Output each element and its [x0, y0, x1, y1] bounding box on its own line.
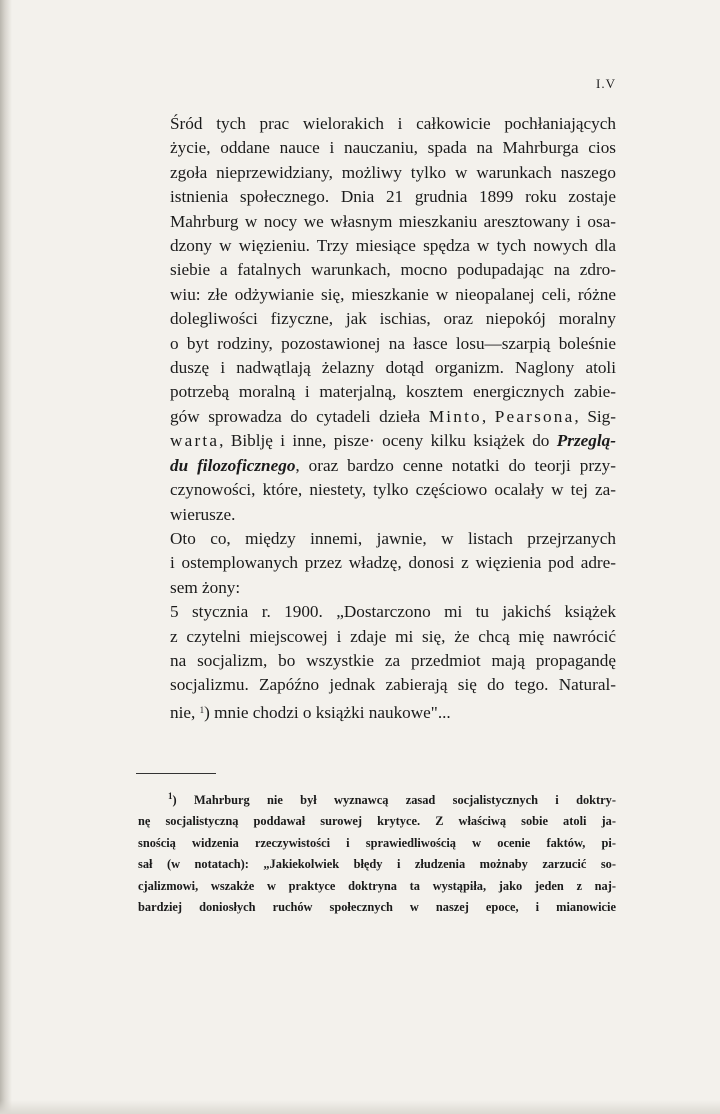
text-line: 5 stycznia r. 1900. „Dostarczono mi tu jakichś książek — [170, 602, 616, 622]
footnote-reference: 1 — [199, 704, 205, 715]
text-line: dzony w więzieniu. Trzy miesiące spędza w tych nowych dla — [170, 236, 616, 256]
text-line: dolegliwości fizyczne, jak ischias, oraz niepokój moralny — [170, 309, 616, 329]
footnote-line: bardziej doniosłych ruchów społecznych w naszej epoce, i mianowicie — [138, 900, 616, 915]
text-fragment: , Sig- — [574, 406, 616, 426]
text-line: na socjalizm, bo wszystkie za przedmiot mają propagandę — [170, 650, 616, 670]
author-name-minto: Minto — [428, 406, 482, 426]
text-line: czynowości, które, niestety, tylko częściowo ocalały w tej za- — [170, 480, 616, 500]
scan-bottom-shadow — [0, 1100, 720, 1114]
main-text — [138, 112, 616, 725]
footnote — [138, 786, 616, 918]
text-fragment: nie, — [170, 702, 200, 722]
journal-title-part: Przeglą- — [556, 431, 616, 451]
text-line: sem żony: — [170, 577, 241, 597]
footnote-rule — [136, 773, 216, 774]
author-name-pearson: Pearsona — [494, 406, 575, 426]
text-fragment: , Biblję i inne, pisze· oceny kilku książek do — [219, 431, 557, 451]
text-line: Oto co, między innemi, jawnie, w listach przejrzanych — [170, 528, 616, 548]
footnote-line: cjalizmowi, wszakże w praktyce doktryna ta wystąpiła, jako jeden z naj- — [138, 878, 616, 893]
text-line: istnienia społecznego. Dnia 21 grudnia 1899 roku zostaje — [170, 187, 616, 207]
paragraph-3 — [138, 600, 616, 725]
footnote-line: snością widzenia rzeczywistości i sprawiedliwością w ocenie faktów, pi- — [138, 835, 616, 850]
text-line: siebie a fatalnych warunkach, mocno podupadając na zdro- — [170, 260, 616, 280]
footnote-line: nę socjalistyczną poddawał surowej krytyce. Z właściwą sobie atoli ja- — [138, 814, 616, 829]
text-line: Śród tych prac wielorakich i całkowicie pochłaniających — [170, 114, 616, 133]
text-line: potrzebą moralną i materjalną, kosztem energicznych zabie- — [170, 382, 616, 402]
text-line: duszę i nadwątlają żelazny dotąd organizm. Naglony atoli — [170, 358, 616, 378]
text-line: Mahrburg w nocy we własnym mieszkaniu aresztowany i osa- — [170, 211, 616, 231]
footnote-line — [138, 786, 616, 811]
text-line: wierusze. — [170, 504, 236, 524]
footnote-mark: 1 — [168, 791, 173, 801]
paragraph-2 — [138, 527, 616, 600]
text-line — [138, 429, 616, 453]
page-number: I.V — [596, 76, 616, 91]
author-name-sigwart: warta — [170, 431, 220, 451]
text-line: wiu: złe odżywianie się, mieszkanie w nieopalanej celi, różne — [170, 284, 616, 304]
journal-title-part: du filozoficznego — [170, 455, 296, 475]
footnote-line: sał (w notatach): „Jakiekolwiek błędy i złudzenia możnaby zarzucić so- — [138, 857, 616, 872]
text-line: socjalizmu. Zapóźno jednak zabierają się do tego. Natural- — [170, 675, 616, 695]
text-line: o byt rodziny, pozostawionej na łasce losu—szarpią boleśnie — [170, 333, 616, 353]
text-line: i ostemplowanych przez władzę, donosi z więzienia pod adre- — [170, 553, 616, 573]
text-line: życie, oddane nauce i nauczaniu, spada na Mahrburga cios — [170, 138, 616, 158]
text-fragment: ) Mahrburg nie był wyznawcą zasad socjalistycznych i doktry- — [172, 793, 616, 807]
paragraph-1 — [138, 112, 616, 527]
text-fragment: , oraz bardzo cenne notatki do teorji przy- — [295, 455, 616, 475]
text-fragment: , — [481, 406, 495, 426]
text-line: z czytelni miejscowej i zdaje mi się, że chcą mię nawrócić — [170, 626, 616, 646]
text-fragment: ) mnie chodzi o książki naukowe"... — [204, 702, 451, 722]
scan-edge-shadow — [0, 0, 12, 1114]
text-fragment: gów sprowadza do cytadeli dzieła — [170, 406, 429, 426]
text-line — [138, 454, 616, 478]
text-line — [138, 698, 616, 725]
text-line — [138, 405, 616, 429]
text-line: zgoła nieprzewidziany, możliwy tylko w warunkach naszego — [170, 162, 616, 182]
